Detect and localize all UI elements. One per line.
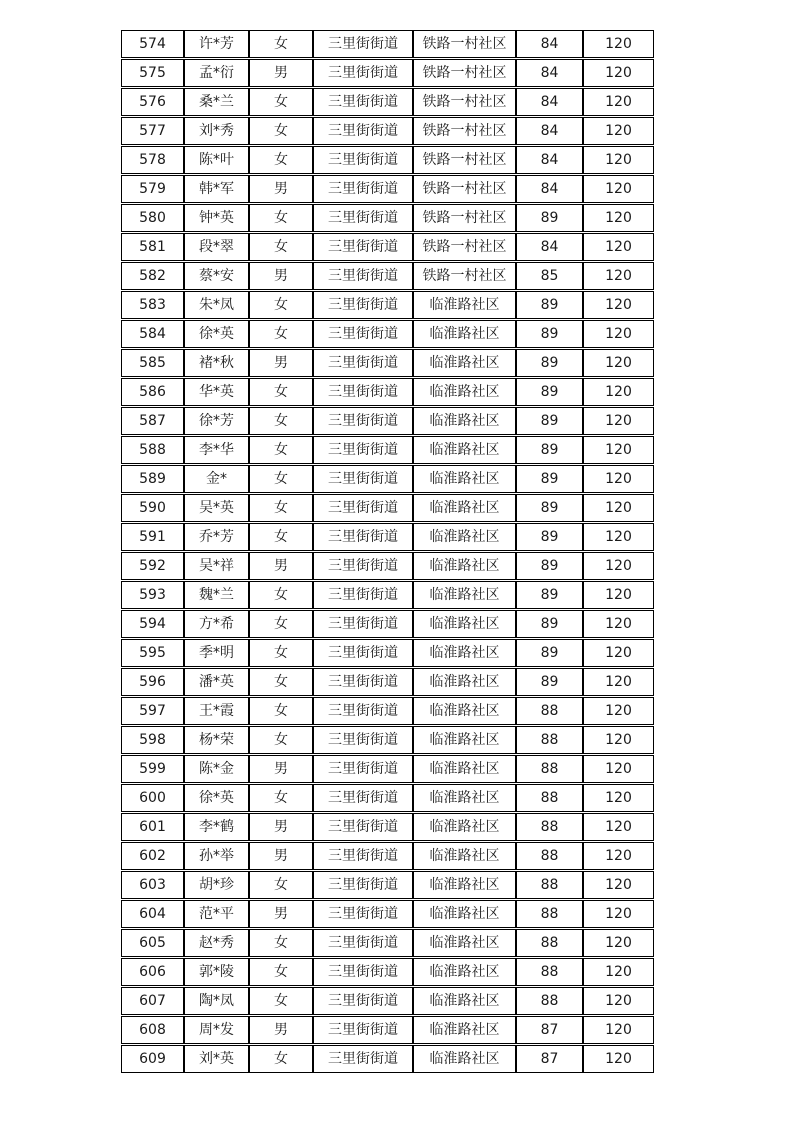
table-cell: 120 — [583, 1016, 654, 1044]
table-cell: 韩*军 — [184, 175, 249, 203]
table-cell: 605 — [121, 929, 184, 957]
table-cell: 120 — [583, 987, 654, 1015]
table-cell: 临淮路社区 — [413, 320, 516, 348]
table-cell: 女 — [249, 610, 313, 638]
table-cell: 84 — [516, 233, 583, 261]
table-row — [121, 320, 654, 348]
table-cell: 三里街街道 — [313, 88, 413, 116]
table-cell: 三里街街道 — [313, 378, 413, 406]
table-row — [121, 726, 654, 754]
table-cell: 120 — [583, 842, 654, 870]
table-cell: 吴*祥 — [184, 552, 249, 580]
table-row — [121, 755, 654, 783]
table-row — [121, 59, 654, 87]
table-cell: 88 — [516, 842, 583, 870]
table-cell: 89 — [516, 552, 583, 580]
table-cell: 88 — [516, 987, 583, 1015]
table-cell: 临淮路社区 — [413, 610, 516, 638]
table-cell: 男 — [249, 59, 313, 87]
table-cell: 临淮路社区 — [413, 697, 516, 725]
table-cell: 徐*芳 — [184, 407, 249, 435]
table-cell: 590 — [121, 494, 184, 522]
table-cell: 600 — [121, 784, 184, 812]
table-cell: 临淮路社区 — [413, 987, 516, 1015]
table-cell: 581 — [121, 233, 184, 261]
table-cell: 87 — [516, 1016, 583, 1044]
table-cell: 华*英 — [184, 378, 249, 406]
table-cell: 临淮路社区 — [413, 900, 516, 928]
table-cell: 三里街街道 — [313, 175, 413, 203]
table-cell: 604 — [121, 900, 184, 928]
table-cell: 578 — [121, 146, 184, 174]
table-row — [121, 494, 654, 522]
table-cell: 临淮路社区 — [413, 668, 516, 696]
table-cell: 临淮路社区 — [413, 784, 516, 812]
table-cell: 女 — [249, 465, 313, 493]
table-cell: 589 — [121, 465, 184, 493]
table-cell: 临淮路社区 — [413, 726, 516, 754]
table-row — [121, 146, 654, 174]
table-cell: 周*发 — [184, 1016, 249, 1044]
table-cell: 89 — [516, 204, 583, 232]
table-cell: 陈*叶 — [184, 146, 249, 174]
table-cell: 120 — [583, 117, 654, 145]
table-row — [121, 291, 654, 319]
table-row — [121, 987, 654, 1015]
table-cell: 120 — [583, 871, 654, 899]
table-row — [121, 1045, 654, 1073]
table-cell: 120 — [583, 784, 654, 812]
table-cell: 587 — [121, 407, 184, 435]
table-cell: 120 — [583, 262, 654, 290]
table-cell: 女 — [249, 523, 313, 551]
table-cell: 580 — [121, 204, 184, 232]
table-cell: 杨*荣 — [184, 726, 249, 754]
table-cell: 三里街街道 — [313, 262, 413, 290]
table-cell: 120 — [583, 1045, 654, 1073]
table-cell: 蔡*安 — [184, 262, 249, 290]
table-cell: 120 — [583, 697, 654, 725]
table-cell: 女 — [249, 494, 313, 522]
table-cell: 女 — [249, 1045, 313, 1073]
table-cell: 601 — [121, 813, 184, 841]
table-cell: 88 — [516, 813, 583, 841]
table-cell: 120 — [583, 175, 654, 203]
table-cell: 591 — [121, 523, 184, 551]
table-cell: 89 — [516, 407, 583, 435]
table-cell: 89 — [516, 610, 583, 638]
table-cell: 三里街街道 — [313, 929, 413, 957]
table-cell: 583 — [121, 291, 184, 319]
table-cell: 120 — [583, 668, 654, 696]
table-cell: 刘*秀 — [184, 117, 249, 145]
table-cell: 88 — [516, 871, 583, 899]
table-cell: 孟*衍 — [184, 59, 249, 87]
table-cell: 三里街街道 — [313, 668, 413, 696]
table-cell: 85 — [516, 262, 583, 290]
table-cell: 女 — [249, 987, 313, 1015]
table-cell: 女 — [249, 88, 313, 116]
table-cell: 576 — [121, 88, 184, 116]
table-cell: 范*平 — [184, 900, 249, 928]
table-cell: 三里街街道 — [313, 987, 413, 1015]
table-cell: 女 — [249, 320, 313, 348]
table-row — [121, 813, 654, 841]
table-cell: 三里街街道 — [313, 900, 413, 928]
table-cell: 男 — [249, 262, 313, 290]
table-cell: 金* — [184, 465, 249, 493]
table-cell: 575 — [121, 59, 184, 87]
table-cell: 120 — [583, 30, 654, 58]
table-cell: 88 — [516, 697, 583, 725]
table-cell: 男 — [249, 1016, 313, 1044]
table-cell: 88 — [516, 784, 583, 812]
table-cell: 120 — [583, 813, 654, 841]
table-cell: 三里街街道 — [313, 523, 413, 551]
table-cell: 段*翠 — [184, 233, 249, 261]
table-cell: 120 — [583, 436, 654, 464]
table-cell: 临淮路社区 — [413, 639, 516, 667]
table-cell: 89 — [516, 668, 583, 696]
table-cell: 三里街街道 — [313, 784, 413, 812]
roster-table-body — [121, 30, 654, 1073]
table-cell: 579 — [121, 175, 184, 203]
table-row — [121, 436, 654, 464]
table-cell: 120 — [583, 88, 654, 116]
table-cell: 男 — [249, 755, 313, 783]
table-cell: 魏*兰 — [184, 581, 249, 609]
table-cell: 女 — [249, 726, 313, 754]
table-cell: 三里街街道 — [313, 958, 413, 986]
table-cell: 三里街街道 — [313, 465, 413, 493]
table-row — [121, 871, 654, 899]
table-cell: 588 — [121, 436, 184, 464]
table-cell: 120 — [583, 552, 654, 580]
table-cell: 女 — [249, 929, 313, 957]
table-cell: 铁路一村社区 — [413, 262, 516, 290]
table-row — [121, 784, 654, 812]
table-cell: 胡*珍 — [184, 871, 249, 899]
table-cell: 男 — [249, 900, 313, 928]
table-cell: 女 — [249, 958, 313, 986]
table-cell: 84 — [516, 146, 583, 174]
table-cell: 574 — [121, 30, 184, 58]
table-cell: 三里街街道 — [313, 1045, 413, 1073]
table-cell: 577 — [121, 117, 184, 145]
table-cell: 临淮路社区 — [413, 871, 516, 899]
table-cell: 89 — [516, 320, 583, 348]
table-cell: 三里街街道 — [313, 726, 413, 754]
table-cell: 607 — [121, 987, 184, 1015]
table-cell: 临淮路社区 — [413, 1016, 516, 1044]
table-cell: 女 — [249, 30, 313, 58]
table-cell: 120 — [583, 233, 654, 261]
table-cell: 临淮路社区 — [413, 842, 516, 870]
table-row — [121, 697, 654, 725]
table-cell: 男 — [249, 813, 313, 841]
table-cell: 84 — [516, 30, 583, 58]
table-cell: 三里街街道 — [313, 146, 413, 174]
table-cell: 三里街街道 — [313, 581, 413, 609]
table-cell: 89 — [516, 291, 583, 319]
table-cell: 男 — [249, 842, 313, 870]
table-cell: 120 — [583, 204, 654, 232]
table-row — [121, 262, 654, 290]
table-cell: 84 — [516, 88, 583, 116]
table-cell: 84 — [516, 117, 583, 145]
table-cell: 三里街街道 — [313, 349, 413, 377]
table-cell: 临淮路社区 — [413, 465, 516, 493]
table-cell: 三里街街道 — [313, 697, 413, 725]
table-cell: 三里街街道 — [313, 59, 413, 87]
table-cell: 三里街街道 — [313, 552, 413, 580]
table-cell: 120 — [583, 320, 654, 348]
table-cell: 女 — [249, 146, 313, 174]
table-cell: 女 — [249, 668, 313, 696]
table-cell: 女 — [249, 407, 313, 435]
table-cell: 585 — [121, 349, 184, 377]
table-cell: 598 — [121, 726, 184, 754]
table-row — [121, 958, 654, 986]
table-cell: 582 — [121, 262, 184, 290]
table-cell: 三里街街道 — [313, 842, 413, 870]
table-cell: 120 — [583, 59, 654, 87]
table-cell: 三里街街道 — [313, 1016, 413, 1044]
table-cell: 87 — [516, 1045, 583, 1073]
table-cell: 女 — [249, 697, 313, 725]
table-cell: 120 — [583, 639, 654, 667]
table-cell: 陶*凤 — [184, 987, 249, 1015]
table-cell: 88 — [516, 958, 583, 986]
table-cell: 刘*英 — [184, 1045, 249, 1073]
table-cell: 临淮路社区 — [413, 407, 516, 435]
table-cell: 陈*金 — [184, 755, 249, 783]
table-row — [121, 465, 654, 493]
table-cell: 临淮路社区 — [413, 929, 516, 957]
table-cell: 女 — [249, 639, 313, 667]
table-row — [121, 523, 654, 551]
table-cell: 郭*陵 — [184, 958, 249, 986]
table-cell: 女 — [249, 291, 313, 319]
roster-table — [121, 29, 654, 1074]
table-row — [121, 639, 654, 667]
table-cell: 铁路一村社区 — [413, 88, 516, 116]
table-row — [121, 1016, 654, 1044]
table-cell: 597 — [121, 697, 184, 725]
table-cell: 孙*举 — [184, 842, 249, 870]
table-cell: 三里街街道 — [313, 494, 413, 522]
table-cell: 三里街街道 — [313, 813, 413, 841]
table-cell: 三里街街道 — [313, 117, 413, 145]
table-cell: 88 — [516, 929, 583, 957]
table-cell: 84 — [516, 59, 583, 87]
table-cell: 临淮路社区 — [413, 523, 516, 551]
table-cell: 120 — [583, 900, 654, 928]
table-cell: 三里街街道 — [313, 233, 413, 261]
table-cell: 朱*凤 — [184, 291, 249, 319]
table-cell: 88 — [516, 726, 583, 754]
table-cell: 李*鹤 — [184, 813, 249, 841]
table-cell: 三里街街道 — [313, 320, 413, 348]
table-cell: 120 — [583, 465, 654, 493]
table-cell: 88 — [516, 755, 583, 783]
table-row — [121, 900, 654, 928]
table-cell: 女 — [249, 871, 313, 899]
table-cell: 男 — [249, 349, 313, 377]
table-cell: 593 — [121, 581, 184, 609]
table-cell: 三里街街道 — [313, 436, 413, 464]
table-cell: 89 — [516, 378, 583, 406]
table-cell: 120 — [583, 929, 654, 957]
table-cell: 三里街街道 — [313, 755, 413, 783]
table-cell: 120 — [583, 407, 654, 435]
table-row — [121, 30, 654, 58]
table-cell: 89 — [516, 465, 583, 493]
table-cell: 女 — [249, 117, 313, 145]
table-cell: 铁路一村社区 — [413, 175, 516, 203]
table-cell: 120 — [583, 755, 654, 783]
table-cell: 三里街街道 — [313, 639, 413, 667]
table-row — [121, 117, 654, 145]
table-cell: 季*明 — [184, 639, 249, 667]
table-cell: 桑*兰 — [184, 88, 249, 116]
table-cell: 徐*英 — [184, 320, 249, 348]
table-cell: 许*芳 — [184, 30, 249, 58]
table-cell: 临淮路社区 — [413, 349, 516, 377]
table-cell: 120 — [583, 958, 654, 986]
table-cell: 602 — [121, 842, 184, 870]
table-cell: 594 — [121, 610, 184, 638]
table-cell: 李*华 — [184, 436, 249, 464]
table-cell: 临淮路社区 — [413, 436, 516, 464]
table-row — [121, 88, 654, 116]
table-cell: 临淮路社区 — [413, 813, 516, 841]
table-cell: 铁路一村社区 — [413, 204, 516, 232]
table-cell: 铁路一村社区 — [413, 117, 516, 145]
table-cell: 女 — [249, 378, 313, 406]
table-row — [121, 378, 654, 406]
table-cell: 三里街街道 — [313, 871, 413, 899]
table-cell: 临淮路社区 — [413, 291, 516, 319]
table-row — [121, 204, 654, 232]
table-row — [121, 610, 654, 638]
table-cell: 三里街街道 — [313, 30, 413, 58]
table-cell: 赵*秀 — [184, 929, 249, 957]
table-cell: 608 — [121, 1016, 184, 1044]
table-cell: 120 — [583, 726, 654, 754]
table-cell: 89 — [516, 581, 583, 609]
table-row — [121, 842, 654, 870]
table-cell: 三里街街道 — [313, 204, 413, 232]
table-cell: 89 — [516, 436, 583, 464]
table-cell: 603 — [121, 871, 184, 899]
table-cell: 女 — [249, 204, 313, 232]
table-cell: 女 — [249, 581, 313, 609]
table-cell: 女 — [249, 233, 313, 261]
table-cell: 609 — [121, 1045, 184, 1073]
table-cell: 临淮路社区 — [413, 1045, 516, 1073]
table-cell: 89 — [516, 349, 583, 377]
table-cell: 铁路一村社区 — [413, 233, 516, 261]
table-cell: 84 — [516, 175, 583, 203]
table-cell: 120 — [583, 146, 654, 174]
table-cell: 褚*秋 — [184, 349, 249, 377]
table-cell: 三里街街道 — [313, 407, 413, 435]
table-cell: 89 — [516, 494, 583, 522]
table-cell: 男 — [249, 175, 313, 203]
table-cell: 钟*英 — [184, 204, 249, 232]
table-cell: 595 — [121, 639, 184, 667]
table-cell: 徐*英 — [184, 784, 249, 812]
table-cell: 潘*英 — [184, 668, 249, 696]
table-cell: 三里街街道 — [313, 291, 413, 319]
table-cell: 586 — [121, 378, 184, 406]
table-cell: 120 — [583, 378, 654, 406]
table-cell: 临淮路社区 — [413, 958, 516, 986]
table-row — [121, 233, 654, 261]
table-row — [121, 929, 654, 957]
table-row — [121, 581, 654, 609]
table-cell: 592 — [121, 552, 184, 580]
table-cell: 89 — [516, 523, 583, 551]
table-cell: 120 — [583, 349, 654, 377]
table-cell: 铁路一村社区 — [413, 146, 516, 174]
table-cell: 三里街街道 — [313, 610, 413, 638]
table-row — [121, 668, 654, 696]
table-cell: 乔*芳 — [184, 523, 249, 551]
table-cell: 王*霞 — [184, 697, 249, 725]
table-cell: 铁路一村社区 — [413, 59, 516, 87]
table-cell: 599 — [121, 755, 184, 783]
table-cell: 120 — [583, 494, 654, 522]
table-cell: 临淮路社区 — [413, 755, 516, 783]
table-cell: 584 — [121, 320, 184, 348]
table-cell: 临淮路社区 — [413, 552, 516, 580]
table-cell: 88 — [516, 900, 583, 928]
table-cell: 女 — [249, 436, 313, 464]
table-cell: 120 — [583, 291, 654, 319]
table-cell: 吴*英 — [184, 494, 249, 522]
table-cell: 120 — [583, 610, 654, 638]
table-cell: 606 — [121, 958, 184, 986]
table-cell: 596 — [121, 668, 184, 696]
table-cell: 铁路一村社区 — [413, 30, 516, 58]
table-cell: 120 — [583, 523, 654, 551]
table-cell: 临淮路社区 — [413, 378, 516, 406]
table-row — [121, 175, 654, 203]
table-cell: 女 — [249, 784, 313, 812]
table-cell: 临淮路社区 — [413, 581, 516, 609]
table-cell: 方*希 — [184, 610, 249, 638]
table-row — [121, 552, 654, 580]
table-cell: 120 — [583, 581, 654, 609]
table-cell: 89 — [516, 639, 583, 667]
table-row — [121, 407, 654, 435]
table-cell: 临淮路社区 — [413, 494, 516, 522]
table-cell: 男 — [249, 552, 313, 580]
table-row — [121, 349, 654, 377]
